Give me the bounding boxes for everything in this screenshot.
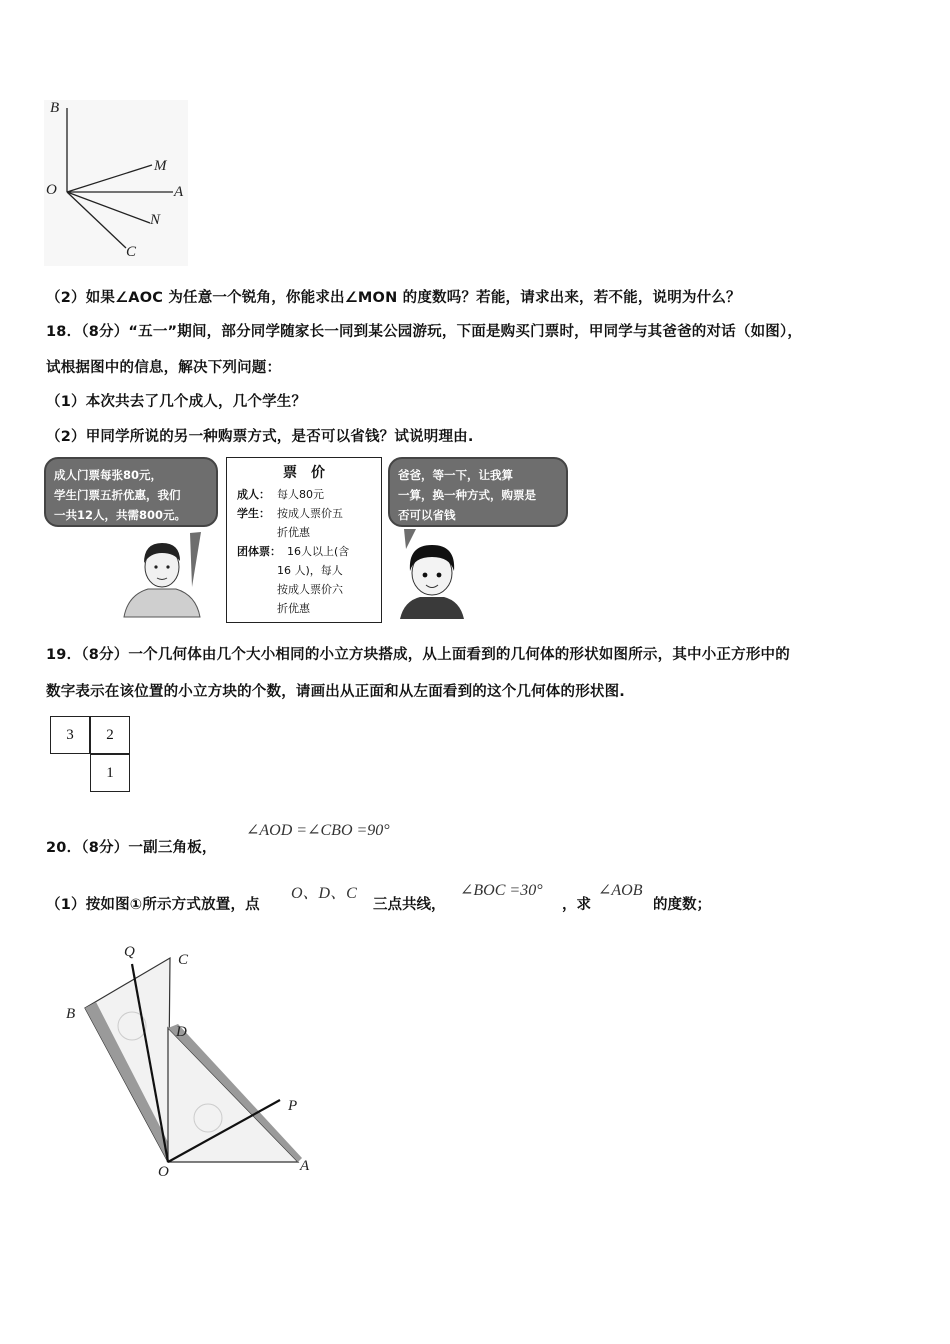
grid-cell: 2 xyxy=(90,716,130,754)
q20-part1-text-b: 三点共线， xyxy=(373,897,446,913)
kid-bubble-line: 否可以省钱 xyxy=(398,508,456,522)
kid-bubble-line: 一算，换一种方式，购票是 xyxy=(398,488,536,502)
grid-cell: 1 xyxy=(90,754,130,792)
fig17-angle-diagram xyxy=(40,98,190,268)
label-c: C xyxy=(178,952,189,968)
grid-cell: 3 xyxy=(50,716,90,754)
label-d: D xyxy=(176,1024,187,1040)
label-n: N xyxy=(150,212,161,228)
q19-stem-line2: 数字表示在该位置的小立方块的个数，请画出从正面和从左面看到的这个几何体的形状图. xyxy=(46,684,626,700)
q20-target-math: ∠AOB xyxy=(598,882,643,899)
ticket-row: 16 人)，每人 xyxy=(277,564,343,577)
q18-stem-line2: 试根据图中的信息，解决下列问题： xyxy=(46,360,282,376)
dad-bubble-tail xyxy=(190,532,201,587)
label-o: O xyxy=(46,182,57,198)
q18-dialogue-figure xyxy=(40,455,580,625)
q20-part1-text-c: ，求 xyxy=(562,897,591,913)
label-c: C xyxy=(126,244,137,260)
q20-triangle-figure xyxy=(60,940,340,1190)
kid-speech-bubble xyxy=(388,457,568,527)
q19-stem-line1: 19．（8分）一个几何体由几个大小相同的小立方块搭成，从上面看到的几何体的形状如图所示，其中小正方形中的 xyxy=(46,647,790,663)
dad-bubble-line: 成人门票每张80元， xyxy=(54,468,163,482)
fig17-svg xyxy=(40,98,190,268)
q20-stem xyxy=(46,836,217,857)
dad-bubble-line: 一共12人，共需800元。 xyxy=(54,508,187,522)
label-b: B xyxy=(50,100,60,116)
ticket-title: 票 价 xyxy=(283,465,325,481)
ticket-row: 学生： 按成人票价五 xyxy=(237,507,343,520)
q20-angle-math: ∠BOC =30° xyxy=(460,882,543,899)
ticket-row: 团体票： 16人以上(含 xyxy=(237,545,350,558)
ticket-row: 成人： 每人80元 xyxy=(237,488,324,501)
label-a: A xyxy=(174,184,184,200)
label-m: M xyxy=(154,158,167,174)
q20-part1 xyxy=(46,893,260,914)
q20-condition-math: ∠AOD =∠CBO =90° xyxy=(246,822,390,839)
q18-part1: （1）本次共去了几个成人，几个学生？ xyxy=(46,394,307,410)
dad-bubble-line: 学生门票五折优惠，我们 xyxy=(54,488,181,502)
ticket-row: 折优惠 xyxy=(277,526,310,539)
label-o: O xyxy=(158,1164,169,1180)
q20-points-math: O、D、C xyxy=(291,885,357,902)
dad-speech-bubble xyxy=(44,457,218,527)
q20-figure-svg xyxy=(60,940,340,1190)
ticket-row: 按成人票价六 xyxy=(277,583,343,596)
ticket-row: 折优惠 xyxy=(277,602,310,615)
q19-top-view-grid xyxy=(50,716,134,796)
q20-part1-text-d: 的度数； xyxy=(653,897,711,913)
dad-figure xyxy=(122,527,202,619)
label-p: P xyxy=(288,1098,298,1114)
label-q: Q xyxy=(124,944,135,960)
q20-prefix: 20．（8分）一副三角板， xyxy=(46,840,217,856)
q18-part2: （2）甲同学所说的另一种购票方式，是否可以省钱？试说明理由. xyxy=(46,429,474,445)
kid-figure xyxy=(392,527,472,619)
q18-stem-line1: 18．（8分）“五一”期间，部分同学随家长一同到某公园游玩，下面是购买门票时，甲同学与其爸爸的对话（如图）， xyxy=(46,324,803,340)
label-b: B xyxy=(66,1006,76,1022)
ticket-price-board xyxy=(226,457,382,623)
kid-bubble-tail xyxy=(404,529,416,549)
kid-bubble-line: 爸爸，等一下，让我算 xyxy=(398,468,513,482)
q17-part2: （2）如果∠AOC 为任意一个锐角，你能求出∠MON 的度数吗？若能，请求出来，若不能，说明为什么？ xyxy=(46,290,741,306)
label-a: A xyxy=(300,1158,310,1174)
q20-part1-text-a: （1）按如图①所示方式放置，点 xyxy=(46,897,260,913)
